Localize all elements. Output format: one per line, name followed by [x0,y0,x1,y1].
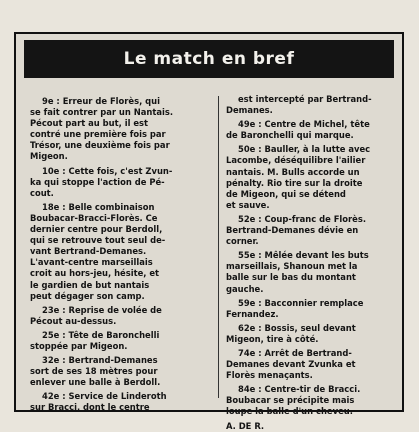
match-event [226,298,398,320]
text-line: pénalty. Rio tire sur la droite [226,177,363,188]
author-signature: A. DE R. [226,420,265,431]
text-line: est intercepté par Bertrand- [238,94,372,104]
text-line: stoppée par Migeon. [30,340,128,351]
match-event [226,214,398,247]
match-event [30,330,210,352]
text-line: sort de ses 18 mètres pour [30,366,158,377]
text-line: Boubacar se précipite mais [226,395,355,406]
text-line: 49e : Centre de Michel, tête [238,119,370,130]
text-line: marseillais, Shanoun met la [226,261,358,272]
match-event [30,202,210,302]
text-line: contré une première fois par [30,129,166,140]
text-line: nantais. M. Bulls accorde un [226,166,360,177]
text-line: corner. [226,236,259,247]
text-line: Lacombe, déséquilibre l'ailier [226,155,366,166]
left-column [30,96,210,413]
text-line: croit au hors-jeu, hésite, et [30,268,160,279]
text-line: Pécout part au but, il est [30,118,149,129]
text-line: Trésor, une deuxième fois par [30,140,170,151]
text-line: gauche. [226,283,264,294]
text-line: dernier centre pour Berdoll, [30,224,163,235]
text-line: 59e : Bacconnier remplace [238,297,364,308]
text-line: Fernandez. [226,308,279,319]
match-event [226,94,398,116]
text-line: Migeon, tire à côté. [226,333,319,344]
match-event [30,305,210,327]
text-line: 42e : Service de Linderoth [42,391,167,402]
text-line: Pécout au-dessus. [30,315,117,326]
text-line: qui se retrouve tout seul de- [30,235,166,246]
text-line: 84e : Centre-tir de Bracci. [238,384,361,395]
text-line: 25e : Tête de Baronchelli [42,329,160,340]
text-line: Demanes. [226,105,273,116]
match-event [30,166,210,199]
match-event [30,391,210,413]
match-event [30,355,210,388]
text-line: L'avant-centre marseillais [30,257,153,268]
match-event [226,348,398,381]
match-event [226,323,398,345]
match-event [30,96,210,163]
text-line: Boubacar-Bracci-Florès. Ce [30,212,158,223]
text-line: le gardien de but nantais [30,279,150,290]
text-line: 18e : Belle combinaison [42,201,155,212]
match-event [226,384,398,417]
text-line: loupe la balle d'un cheveu. [226,406,353,417]
text-line: enlever une balle à Berdoll. [30,377,161,388]
text-line: Migeon. [30,151,68,162]
text-line: Florès menaçants. [226,370,313,381]
text-line: 50e : Bauller, à la lutte avec [238,144,371,155]
text-line: et sauve. [226,199,270,210]
text-line: 55e : Mêlée devant les buts [238,250,369,261]
match-event [226,144,398,211]
text-line: de Migeon, qui se détend [226,188,346,199]
text-line: Bertrand-Demanes dévie en [226,225,359,236]
column-divider [218,96,219,398]
text-line: Demanes devant Zvunka et [226,359,356,370]
match-event [226,250,398,294]
text-line: 23e : Reprise de volée de [42,304,162,315]
text-line: ka qui stoppe l'action de Pé- [30,176,165,187]
text-line: 10e : Cette fois, c'est Zvun- [42,165,173,176]
text-line: vant Bertrand-Demanes. [30,246,147,257]
text-line: 9e : Erreur de Florès, qui [42,96,161,106]
text-line: 62e : Bossis, seul devant [238,322,356,333]
match-event [226,119,398,141]
text-line: sur Bracci, dont le centre [30,402,150,413]
text-line: se fait contrer par un Nantais. [30,107,174,118]
text-line: cout. [30,187,54,198]
right-column [226,94,398,431]
text-line: balle sur le bas du montant [226,272,356,283]
text-line: de Baronchelli qui marque. [226,130,354,141]
text-line: peut dégager son camp. [30,290,145,301]
text-line: 52e : Coup-franc de Florès. [238,213,367,224]
text-line: 32e : Bertrand-Demanes [42,355,158,366]
article-title: Le match en bref [24,40,394,78]
text-line: 74e : Arrêt de Bertrand- [238,347,352,358]
